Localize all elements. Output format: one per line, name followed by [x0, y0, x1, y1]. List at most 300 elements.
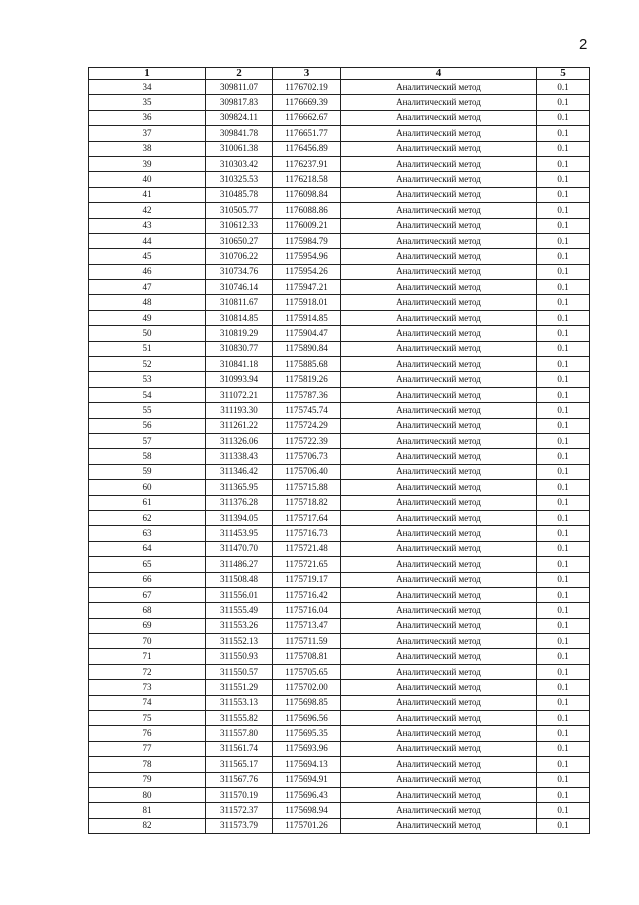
method-cell: Аналитический метод [341, 695, 537, 710]
table-row [89, 510, 590, 525]
table-row [89, 372, 590, 387]
method-cell: Аналитический метод [341, 187, 537, 202]
y-coordinate-cell: 1175745.74 [273, 403, 341, 418]
method-cell: Аналитический метод [341, 572, 537, 587]
point-number-cell: 62 [89, 510, 206, 525]
method-cell: Аналитический метод [341, 557, 537, 572]
y-coordinate-cell: 1175696.56 [273, 711, 341, 726]
table-row [89, 141, 590, 156]
y-coordinate-cell: 1176218.58 [273, 172, 341, 187]
accuracy-cell: 0.1 [537, 772, 590, 787]
point-number-cell: 74 [89, 695, 206, 710]
column-header-4: 4 [341, 68, 537, 80]
accuracy-cell: 0.1 [537, 603, 590, 618]
table-row [89, 203, 590, 218]
x-coordinate-cell: 311453.95 [206, 526, 273, 541]
x-coordinate-cell: 311550.57 [206, 664, 273, 679]
accuracy-cell: 0.1 [537, 187, 590, 202]
table-row [89, 664, 590, 679]
method-cell: Аналитический метод [341, 310, 537, 325]
y-coordinate-cell: 1175954.26 [273, 264, 341, 279]
accuracy-cell: 0.1 [537, 233, 590, 248]
y-coordinate-cell: 1175694.13 [273, 757, 341, 772]
point-number-cell: 58 [89, 449, 206, 464]
x-coordinate-cell: 310819.29 [206, 326, 273, 341]
method-cell: Аналитический метод [341, 772, 537, 787]
accuracy-cell: 0.1 [537, 264, 590, 279]
table-row [89, 818, 590, 833]
table-row [89, 403, 590, 418]
method-cell: Аналитический метод [341, 664, 537, 679]
accuracy-cell: 0.1 [537, 326, 590, 341]
point-number-cell: 55 [89, 403, 206, 418]
x-coordinate-cell: 311394.05 [206, 510, 273, 525]
table-row [89, 695, 590, 710]
point-number-cell: 65 [89, 557, 206, 572]
accuracy-cell: 0.1 [537, 341, 590, 356]
y-coordinate-cell: 1175722.39 [273, 433, 341, 448]
point-number-cell: 40 [89, 172, 206, 187]
table-row [89, 418, 590, 433]
point-number-cell: 81 [89, 803, 206, 818]
y-coordinate-cell: 1175706.73 [273, 449, 341, 464]
y-coordinate-cell: 1175719.17 [273, 572, 341, 587]
table-row [89, 80, 590, 95]
table-row [89, 233, 590, 248]
method-cell: Аналитический метод [341, 464, 537, 479]
x-coordinate-cell: 310993.94 [206, 372, 273, 387]
method-cell: Аналитический метод [341, 634, 537, 649]
x-coordinate-cell: 309817.83 [206, 95, 273, 110]
table-row [89, 618, 590, 633]
accuracy-cell: 0.1 [537, 649, 590, 664]
accuracy-cell: 0.1 [537, 664, 590, 679]
x-coordinate-cell: 311572.37 [206, 803, 273, 818]
y-coordinate-cell: 1175706.40 [273, 464, 341, 479]
point-number-cell: 75 [89, 711, 206, 726]
table-row [89, 787, 590, 802]
point-number-cell: 77 [89, 741, 206, 756]
point-number-cell: 79 [89, 772, 206, 787]
point-number-cell: 45 [89, 249, 206, 264]
table-row [89, 711, 590, 726]
point-number-cell: 49 [89, 310, 206, 325]
point-number-cell: 66 [89, 572, 206, 587]
method-cell: Аналитический метод [341, 326, 537, 341]
table-row [89, 480, 590, 495]
method-cell: Аналитический метод [341, 618, 537, 633]
x-coordinate-cell: 311486.27 [206, 557, 273, 572]
y-coordinate-cell: 1175694.91 [273, 772, 341, 787]
method-cell: Аналитический метод [341, 172, 537, 187]
x-coordinate-cell: 310325.53 [206, 172, 273, 187]
table-row [89, 741, 590, 756]
y-coordinate-cell: 1175914.85 [273, 310, 341, 325]
y-coordinate-cell: 1175716.04 [273, 603, 341, 618]
point-number-cell: 51 [89, 341, 206, 356]
x-coordinate-cell: 311567.76 [206, 772, 273, 787]
point-number-cell: 37 [89, 126, 206, 141]
method-cell: Аналитический метод [341, 741, 537, 756]
method-cell: Аналитический метод [341, 387, 537, 402]
table-row [89, 280, 590, 295]
y-coordinate-cell: 1175918.01 [273, 295, 341, 310]
method-cell: Аналитический метод [341, 95, 537, 110]
accuracy-cell: 0.1 [537, 757, 590, 772]
x-coordinate-cell: 310061.38 [206, 141, 273, 156]
x-coordinate-cell: 310830.77 [206, 341, 273, 356]
accuracy-cell: 0.1 [537, 95, 590, 110]
y-coordinate-cell: 1175693.96 [273, 741, 341, 756]
accuracy-cell: 0.1 [537, 726, 590, 741]
y-coordinate-cell: 1175708.81 [273, 649, 341, 664]
accuracy-cell: 0.1 [537, 110, 590, 125]
method-cell: Аналитический метод [341, 280, 537, 295]
y-coordinate-cell: 1175947.21 [273, 280, 341, 295]
point-number-cell: 52 [89, 357, 206, 372]
accuracy-cell: 0.1 [537, 680, 590, 695]
table-row [89, 557, 590, 572]
x-coordinate-cell: 311565.17 [206, 757, 273, 772]
point-number-cell: 35 [89, 95, 206, 110]
method-cell: Аналитический метод [341, 372, 537, 387]
x-coordinate-cell: 310841.18 [206, 357, 273, 372]
x-coordinate-cell: 310814.85 [206, 310, 273, 325]
table-row [89, 603, 590, 618]
x-coordinate-cell: 309841.78 [206, 126, 273, 141]
page-number: 2 [579, 36, 588, 53]
y-coordinate-cell: 1175705.65 [273, 664, 341, 679]
accuracy-cell: 0.1 [537, 695, 590, 710]
accuracy-cell: 0.1 [537, 818, 590, 833]
table-row [89, 249, 590, 264]
y-coordinate-cell: 1175724.29 [273, 418, 341, 433]
table-row [89, 572, 590, 587]
point-number-cell: 60 [89, 480, 206, 495]
accuracy-cell: 0.1 [537, 433, 590, 448]
table-row [89, 449, 590, 464]
method-cell: Аналитический метод [341, 649, 537, 664]
table-row [89, 387, 590, 402]
method-cell: Аналитический метод [341, 203, 537, 218]
method-cell: Аналитический метод [341, 218, 537, 233]
table-row [89, 172, 590, 187]
accuracy-cell: 0.1 [537, 203, 590, 218]
method-cell: Аналитический метод [341, 541, 537, 556]
method-cell: Аналитический метод [341, 757, 537, 772]
point-number-cell: 72 [89, 664, 206, 679]
accuracy-cell: 0.1 [537, 618, 590, 633]
point-number-cell: 57 [89, 433, 206, 448]
point-number-cell: 34 [89, 80, 206, 95]
table-row [89, 726, 590, 741]
method-cell: Аналитический метод [341, 156, 537, 171]
method-cell: Аналитический метод [341, 295, 537, 310]
table-row [89, 541, 590, 556]
x-coordinate-cell: 311553.13 [206, 695, 273, 710]
method-cell: Аналитический метод [341, 403, 537, 418]
point-number-cell: 48 [89, 295, 206, 310]
x-coordinate-cell: 311557.80 [206, 726, 273, 741]
point-number-cell: 36 [89, 110, 206, 125]
coordinates-table [88, 67, 590, 834]
accuracy-cell: 0.1 [537, 172, 590, 187]
table-row [89, 218, 590, 233]
y-coordinate-cell: 1175885.68 [273, 357, 341, 372]
method-cell: Аналитический метод [341, 249, 537, 264]
point-number-cell: 46 [89, 264, 206, 279]
y-coordinate-cell: 1175716.42 [273, 587, 341, 602]
x-coordinate-cell: 311570.19 [206, 787, 273, 802]
y-coordinate-cell: 1176702.19 [273, 80, 341, 95]
table-row [89, 757, 590, 772]
accuracy-cell: 0.1 [537, 557, 590, 572]
method-cell: Аналитический метод [341, 680, 537, 695]
point-number-cell: 71 [89, 649, 206, 664]
x-coordinate-cell: 310811.67 [206, 295, 273, 310]
table-row [89, 433, 590, 448]
x-coordinate-cell: 309811.07 [206, 80, 273, 95]
table-row [89, 110, 590, 125]
x-coordinate-cell: 311573.79 [206, 818, 273, 833]
accuracy-cell: 0.1 [537, 711, 590, 726]
accuracy-cell: 0.1 [537, 280, 590, 295]
table-row [89, 295, 590, 310]
y-coordinate-cell: 1175701.26 [273, 818, 341, 833]
accuracy-cell: 0.1 [537, 295, 590, 310]
y-coordinate-cell: 1176662.67 [273, 110, 341, 125]
x-coordinate-cell: 311261.22 [206, 418, 273, 433]
accuracy-cell: 0.1 [537, 357, 590, 372]
method-cell: Аналитический метод [341, 264, 537, 279]
accuracy-cell: 0.1 [537, 495, 590, 510]
table-row [89, 680, 590, 695]
column-header-2: 2 [206, 68, 273, 80]
table-row [89, 341, 590, 356]
x-coordinate-cell: 311553.26 [206, 618, 273, 633]
point-number-cell: 54 [89, 387, 206, 402]
y-coordinate-cell: 1175716.73 [273, 526, 341, 541]
accuracy-cell: 0.1 [537, 403, 590, 418]
table-row [89, 264, 590, 279]
x-coordinate-cell: 311552.13 [206, 634, 273, 649]
accuracy-cell: 0.1 [537, 572, 590, 587]
method-cell: Аналитический метод [341, 449, 537, 464]
method-cell: Аналитический метод [341, 433, 537, 448]
x-coordinate-cell: 310746.14 [206, 280, 273, 295]
table-row [89, 634, 590, 649]
y-coordinate-cell: 1176669.39 [273, 95, 341, 110]
accuracy-cell: 0.1 [537, 787, 590, 802]
x-coordinate-cell: 311555.82 [206, 711, 273, 726]
method-cell: Аналитический метод [341, 233, 537, 248]
accuracy-cell: 0.1 [537, 141, 590, 156]
method-cell: Аналитический метод [341, 80, 537, 95]
accuracy-cell: 0.1 [537, 249, 590, 264]
x-coordinate-cell: 311193.30 [206, 403, 273, 418]
table-row [89, 526, 590, 541]
table-row [89, 464, 590, 479]
accuracy-cell: 0.1 [537, 156, 590, 171]
y-coordinate-cell: 1176651.77 [273, 126, 341, 141]
point-number-cell: 68 [89, 603, 206, 618]
y-coordinate-cell: 1176009.21 [273, 218, 341, 233]
y-coordinate-cell: 1176237.91 [273, 156, 341, 171]
y-coordinate-cell: 1176456.89 [273, 141, 341, 156]
y-coordinate-cell: 1175713.47 [273, 618, 341, 633]
method-cell: Аналитический метод [341, 495, 537, 510]
y-coordinate-cell: 1175954.96 [273, 249, 341, 264]
y-coordinate-cell: 1175984.79 [273, 233, 341, 248]
point-number-cell: 42 [89, 203, 206, 218]
accuracy-cell: 0.1 [537, 372, 590, 387]
table-row [89, 326, 590, 341]
y-coordinate-cell: 1175890.84 [273, 341, 341, 356]
point-number-cell: 50 [89, 326, 206, 341]
method-cell: Аналитический метод [341, 341, 537, 356]
x-coordinate-cell: 311326.06 [206, 433, 273, 448]
point-number-cell: 41 [89, 187, 206, 202]
y-coordinate-cell: 1175702.00 [273, 680, 341, 695]
method-cell: Аналитический метод [341, 357, 537, 372]
x-coordinate-cell: 310706.22 [206, 249, 273, 264]
y-coordinate-cell: 1175698.85 [273, 695, 341, 710]
x-coordinate-cell: 311551.29 [206, 680, 273, 695]
method-cell: Аналитический метод [341, 480, 537, 495]
accuracy-cell: 0.1 [537, 449, 590, 464]
table-row [89, 587, 590, 602]
accuracy-cell: 0.1 [537, 387, 590, 402]
x-coordinate-cell: 311550.93 [206, 649, 273, 664]
point-number-cell: 82 [89, 818, 206, 833]
accuracy-cell: 0.1 [537, 480, 590, 495]
point-number-cell: 64 [89, 541, 206, 556]
method-cell: Аналитический метод [341, 587, 537, 602]
table-row [89, 772, 590, 787]
method-cell: Аналитический метод [341, 418, 537, 433]
accuracy-cell: 0.1 [537, 587, 590, 602]
x-coordinate-cell: 310303.42 [206, 156, 273, 171]
header-row [89, 68, 590, 80]
method-cell: Аналитический метод [341, 711, 537, 726]
point-number-cell: 70 [89, 634, 206, 649]
x-coordinate-cell: 310650.27 [206, 233, 273, 248]
y-coordinate-cell: 1175718.82 [273, 495, 341, 510]
point-number-cell: 38 [89, 141, 206, 156]
method-cell: Аналитический метод [341, 818, 537, 833]
method-cell: Аналитический метод [341, 510, 537, 525]
y-coordinate-cell: 1175819.26 [273, 372, 341, 387]
accuracy-cell: 0.1 [537, 741, 590, 756]
table-row [89, 156, 590, 171]
y-coordinate-cell: 1175721.48 [273, 541, 341, 556]
table-body [89, 80, 590, 834]
method-cell: Аналитический метод [341, 526, 537, 541]
accuracy-cell: 0.1 [537, 80, 590, 95]
accuracy-cell: 0.1 [537, 126, 590, 141]
table-row [89, 495, 590, 510]
y-coordinate-cell: 1175717.64 [273, 510, 341, 525]
point-number-cell: 39 [89, 156, 206, 171]
y-coordinate-cell: 1176098.84 [273, 187, 341, 202]
method-cell: Аналитический метод [341, 726, 537, 741]
y-coordinate-cell: 1175715.88 [273, 480, 341, 495]
x-coordinate-cell: 311556.01 [206, 587, 273, 602]
column-header-3: 3 [273, 68, 341, 80]
x-coordinate-cell: 311376.28 [206, 495, 273, 510]
y-coordinate-cell: 1176088.86 [273, 203, 341, 218]
point-number-cell: 47 [89, 280, 206, 295]
point-number-cell: 63 [89, 526, 206, 541]
column-header-5: 5 [537, 68, 590, 80]
accuracy-cell: 0.1 [537, 510, 590, 525]
table-row [89, 649, 590, 664]
method-cell: Аналитический метод [341, 803, 537, 818]
method-cell: Аналитический метод [341, 603, 537, 618]
y-coordinate-cell: 1175695.35 [273, 726, 341, 741]
method-cell: Аналитический метод [341, 126, 537, 141]
x-coordinate-cell: 311508.48 [206, 572, 273, 587]
y-coordinate-cell: 1175787.36 [273, 387, 341, 402]
x-coordinate-cell: 311470.70 [206, 541, 273, 556]
point-number-cell: 80 [89, 787, 206, 802]
point-number-cell: 44 [89, 233, 206, 248]
x-coordinate-cell: 310734.76 [206, 264, 273, 279]
y-coordinate-cell: 1175721.65 [273, 557, 341, 572]
point-number-cell: 76 [89, 726, 206, 741]
point-number-cell: 73 [89, 680, 206, 695]
method-cell: Аналитический метод [341, 141, 537, 156]
accuracy-cell: 0.1 [537, 526, 590, 541]
table-row [89, 310, 590, 325]
point-number-cell: 67 [89, 587, 206, 602]
point-number-cell: 61 [89, 495, 206, 510]
y-coordinate-cell: 1175696.43 [273, 787, 341, 802]
table-row [89, 126, 590, 141]
x-coordinate-cell: 310485.78 [206, 187, 273, 202]
method-cell: Аналитический метод [341, 110, 537, 125]
column-header-1: 1 [89, 68, 206, 80]
point-number-cell: 56 [89, 418, 206, 433]
x-coordinate-cell: 311346.42 [206, 464, 273, 479]
accuracy-cell: 0.1 [537, 803, 590, 818]
x-coordinate-cell: 310505.77 [206, 203, 273, 218]
accuracy-cell: 0.1 [537, 418, 590, 433]
x-coordinate-cell: 309824.11 [206, 110, 273, 125]
table-row [89, 357, 590, 372]
point-number-cell: 59 [89, 464, 206, 479]
table-row [89, 803, 590, 818]
x-coordinate-cell: 311072.21 [206, 387, 273, 402]
table-row [89, 95, 590, 110]
point-number-cell: 43 [89, 218, 206, 233]
point-number-cell: 78 [89, 757, 206, 772]
point-number-cell: 69 [89, 618, 206, 633]
accuracy-cell: 0.1 [537, 541, 590, 556]
accuracy-cell: 0.1 [537, 464, 590, 479]
accuracy-cell: 0.1 [537, 310, 590, 325]
accuracy-cell: 0.1 [537, 634, 590, 649]
method-cell: Аналитический метод [341, 787, 537, 802]
x-coordinate-cell: 311365.95 [206, 480, 273, 495]
y-coordinate-cell: 1175904.47 [273, 326, 341, 341]
x-coordinate-cell: 311338.43 [206, 449, 273, 464]
y-coordinate-cell: 1175698.94 [273, 803, 341, 818]
x-coordinate-cell: 310612.33 [206, 218, 273, 233]
y-coordinate-cell: 1175711.59 [273, 634, 341, 649]
point-number-cell: 53 [89, 372, 206, 387]
table-row [89, 187, 590, 202]
